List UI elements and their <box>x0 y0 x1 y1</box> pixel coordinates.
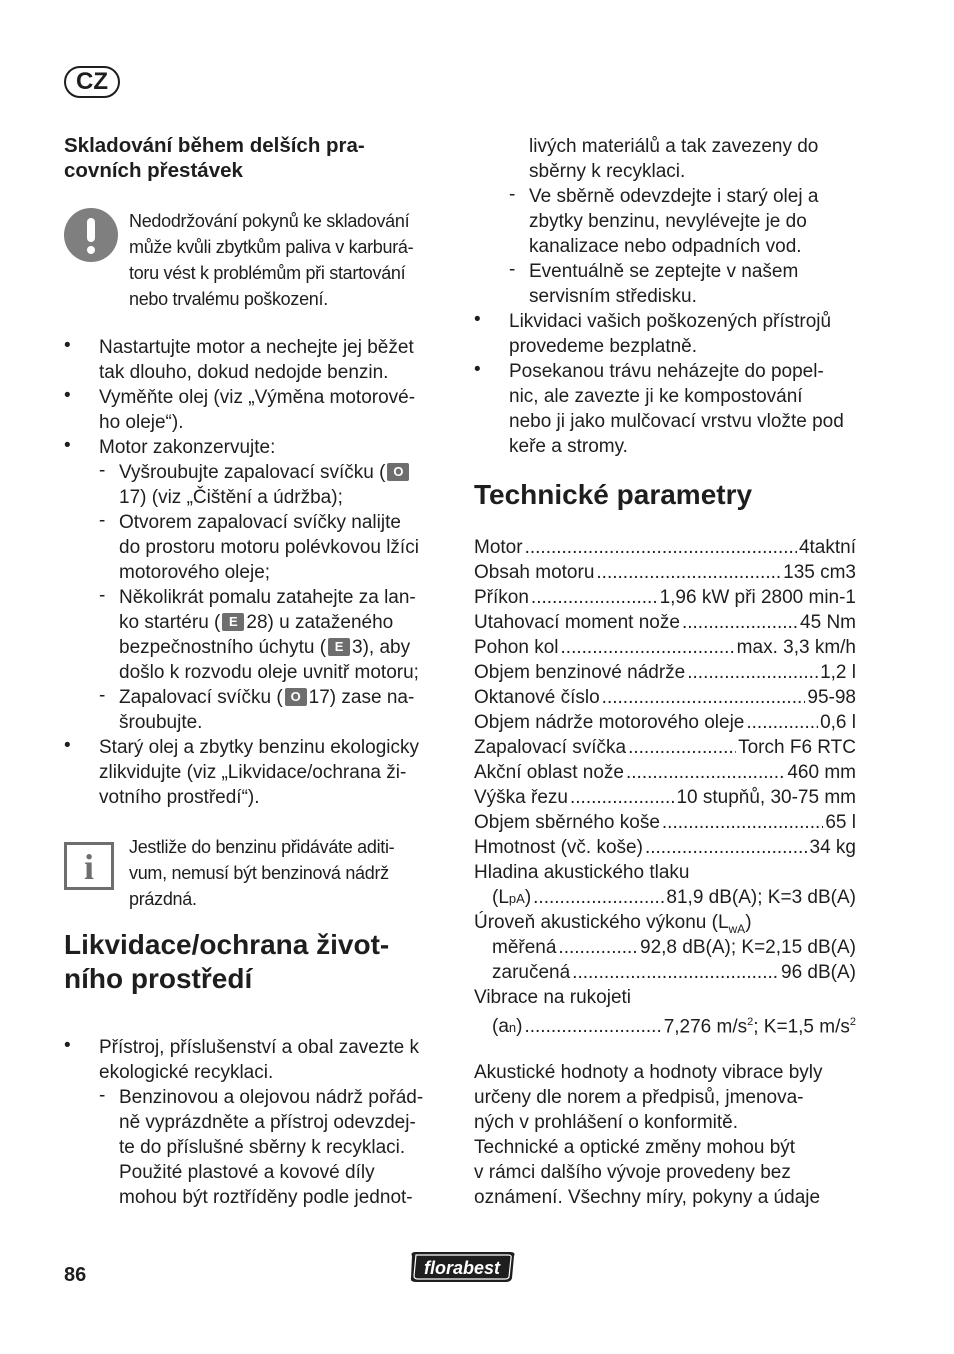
list-line <box>119 510 401 535</box>
line-text: Benzinovou a olejovou nádrž pořád- <box>119 1087 424 1108</box>
spec-row <box>474 610 856 635</box>
spec-leader-dots <box>645 835 808 860</box>
spec-row <box>474 635 856 660</box>
warning-line: nebo trvalému poškození. <box>129 289 328 309</box>
spec-value: 1,2 l <box>820 662 856 683</box>
spec-value: 10 stupňů, 30-75 mm <box>676 787 856 808</box>
spec-value: 45 Nm <box>800 612 856 633</box>
list-line <box>119 1135 405 1160</box>
spec-row <box>474 810 856 835</box>
line-text: 17) (viz „Čištění a údržba); <box>119 487 343 508</box>
spec-value: 1,96 kW při 2800 min-1 <box>659 587 856 608</box>
list-line <box>119 1085 423 1110</box>
spec-row <box>474 835 856 860</box>
line-text: Několikrát pomalu zatahejte za lan- <box>119 587 416 608</box>
vib-value: 7,276 m/s <box>663 1016 748 1038</box>
list-line <box>119 685 414 710</box>
spec-label: Hmotnost (vč. koše) <box>474 837 643 858</box>
spec-leader-dots <box>628 735 736 760</box>
bullet-dot: • <box>64 1035 71 1056</box>
spec-value: 65 l <box>825 812 856 833</box>
list-line <box>119 585 416 610</box>
spec-leader-dots <box>561 635 735 660</box>
guaranteed-label: zaručená <box>492 962 571 983</box>
bullet-dot: • <box>474 309 481 330</box>
power-close: ) <box>745 912 752 933</box>
info-line: Jestliže do benzinu přidáváte aditi- <box>129 837 395 857</box>
warning-line: může kvůli zbytkům paliva v karburá- <box>129 237 414 257</box>
spec-leader-dots <box>596 560 781 585</box>
line-text: Zapalovací svíčku ( <box>119 687 283 708</box>
line-text: ekologické recyklaci. <box>99 1062 274 1083</box>
list-line <box>99 360 388 385</box>
list-line <box>119 460 411 485</box>
spec-row <box>474 560 856 585</box>
footer-line: v rámci dalšího vývoje provedeny bez <box>474 1162 791 1183</box>
language-badge: CZ <box>64 66 120 98</box>
vib-close: ) <box>516 1016 523 1038</box>
noise-subscript: pA <box>508 891 525 906</box>
spec-row <box>474 735 856 760</box>
line-text: Motor zakonzervujte: <box>99 437 276 458</box>
figure-ref-icon: O <box>387 463 409 481</box>
bullet-dot: • <box>474 359 481 380</box>
noise-symbol: (L <box>492 887 509 908</box>
bullet-dot: • <box>64 735 71 756</box>
list-line: nic, ale zavezte ji ke kompostování <box>509 386 803 407</box>
info-line: vum, nemusí být benzinová nádrž <box>129 863 389 883</box>
list-line <box>119 485 343 510</box>
list-line <box>119 610 393 635</box>
list-line <box>99 1060 273 1085</box>
line-text: došlo k rozvodu oleje uvnitř motoru; <box>119 662 419 683</box>
spec-label: Objem sběrného koše <box>474 812 660 833</box>
list-line: zbytky benzinu, nevylévejte je do <box>529 211 807 232</box>
measured-label: měřená <box>492 937 557 958</box>
list-line: Likvidaci vašich poškozených přístrojů <box>509 311 832 332</box>
list-line <box>119 1110 416 1135</box>
list-line <box>99 760 406 785</box>
spec-row <box>474 660 856 685</box>
spec-value: max. 3,3 km/h <box>736 637 856 658</box>
spec-leader-dots <box>626 760 785 785</box>
line-text: Vyšroubujte zapalovací svíčku ( <box>119 462 386 483</box>
list-line <box>99 1035 419 1060</box>
disposal-heading-line: Likvidace/ochrana život- <box>64 929 390 960</box>
list-line: nebo ji jako mulčovací vrstvu vložte pod <box>509 411 844 432</box>
power-label-text: Úroveň akustického výkonu (L <box>474 912 729 933</box>
disposal-heading-line: ního prostředí <box>64 963 253 994</box>
line-text: Vyměňte olej (viz „Výměna motorové- <box>99 387 416 408</box>
list-line <box>119 535 419 560</box>
storage-heading-line: Skladování během delších pra- <box>64 134 365 157</box>
spec-leader-dots <box>570 785 674 810</box>
info-line: prázdná. <box>129 889 197 909</box>
spec-leader-dots <box>662 810 823 835</box>
spec-row <box>474 760 856 785</box>
brand-text: florabest <box>423 1258 501 1278</box>
spec-leader-dots <box>682 610 798 635</box>
line-text: Otvorem zapalovací svíčky nalijte <box>119 512 401 533</box>
vib-symbol: (a <box>492 1016 509 1038</box>
line-text: Přístroj, příslušenství a obal zavezte k <box>99 1037 419 1058</box>
line-text: Starý olej a zbytky benzinu ekologicky <box>99 737 419 758</box>
spec-label: Motor <box>474 537 523 558</box>
footer-line: ných v prohlášení o konformitě. <box>474 1112 739 1133</box>
spec-row <box>474 710 856 735</box>
warning-line: toru vést k problémům při startování <box>129 263 406 283</box>
spec-label: Utahovací moment nože <box>474 612 680 633</box>
line-text: do prostoru motoru polévkovou lžíci <box>119 537 419 558</box>
figure-ref-icon: E <box>222 613 244 631</box>
bullet-dash: - <box>99 510 106 531</box>
list-line: Posekanou trávu neházejte do popel- <box>509 361 824 382</box>
list-line <box>119 560 270 585</box>
measured-value: 92,8 dB(A); K=2,15 dB(A) <box>640 937 856 958</box>
florabest-logo-graphic <box>406 1248 518 1286</box>
spec-label: Akční oblast nože <box>474 762 624 783</box>
guaranteed-row <box>492 960 856 985</box>
spec-label: Výška řezu <box>474 787 568 808</box>
line-text: votního prostředí“). <box>99 787 260 808</box>
line-text: 17) zase na- <box>308 687 415 708</box>
bullet-dot: • <box>64 335 71 356</box>
info-icon: i <box>64 842 114 890</box>
line-text: Použité plastové a kovové díly <box>119 1162 375 1183</box>
spec-row <box>474 585 856 610</box>
vibration-row <box>492 1010 856 1040</box>
noise-label: Hladina akustického tlaku <box>474 862 690 883</box>
line-text: šroubujte. <box>119 712 203 733</box>
noise-close: ) <box>524 887 532 908</box>
bullet-dash: - <box>99 460 106 481</box>
vib-sup: 2 <box>747 1016 754 1028</box>
noise-value: 81,9 dB(A); K=3 dB(A) <box>666 887 856 908</box>
spec-label: Objem benzinové nádrže <box>474 662 686 683</box>
footer-line: určeny dle norem a předpisů, jmenova- <box>474 1087 804 1108</box>
spec-value: 135 cm3 <box>783 562 856 583</box>
list-line <box>119 660 419 685</box>
measured-row <box>492 935 856 960</box>
spec-label: Obsah motoru <box>474 562 595 583</box>
vib-k: ; K=1,5 m/s <box>753 1016 850 1038</box>
list-line: keře a stromy. <box>509 436 628 457</box>
spec-row <box>474 535 856 560</box>
spec-leader-dots <box>602 685 806 710</box>
line-text: ho oleje“). <box>99 412 184 433</box>
warning-icon <box>64 208 118 262</box>
figure-ref-icon: E <box>328 638 350 656</box>
list-line: kanalizace nebo odpadních vod. <box>529 236 802 257</box>
footer-line: Technické a optické změny mohou být <box>474 1137 796 1158</box>
line-text: 28) u zataženého <box>246 612 394 633</box>
footer-note <box>474 1060 823 1210</box>
bullet-dash: - <box>99 585 106 606</box>
list-line: Ve sběrně odevzdejte i starý olej a <box>529 186 819 207</box>
spec-leader-dots <box>746 710 818 735</box>
line-text: mohou být roztříděny podle jednot- <box>119 1187 413 1208</box>
spec-value: 460 mm <box>787 762 856 783</box>
spec-label: Oktanové číslo <box>474 687 600 708</box>
footer-line: oznámení. Všechny míry, pokyny a údaje <box>474 1187 821 1208</box>
line-text: bezpečnostního úchytu ( <box>119 637 327 658</box>
list-line <box>99 735 419 760</box>
bullet-dot: • <box>64 435 71 456</box>
spec-value: 34 kg <box>809 837 856 858</box>
line-text: te do příslušné sběrny k recyklaci. <box>119 1137 406 1158</box>
list-line <box>119 635 410 660</box>
list-line <box>99 410 184 435</box>
spec-value: Torch F6 RTC <box>738 737 856 758</box>
noise-value-row <box>492 885 856 911</box>
spec-value: 95-98 <box>807 687 856 708</box>
guaranteed-value: 96 dB(A) <box>781 962 856 983</box>
spec-label: Pohon kol <box>474 637 559 658</box>
info-note <box>129 834 394 912</box>
footer-line: Akustické hodnoty a hodnoty vibrace byly <box>474 1062 823 1083</box>
vibration-label: Vibrace na rukojeti <box>474 987 632 1008</box>
warning-note <box>129 208 413 312</box>
list-line: Eventuálně se zeptejte v našem <box>529 261 799 282</box>
list-line <box>119 1185 413 1210</box>
line-text: tak dlouho, dokud nedojde benzin. <box>99 362 389 383</box>
spec-row <box>474 685 856 710</box>
list-line: sběrny k recyklaci. <box>529 161 686 182</box>
spec-value: 0,6 l <box>820 712 856 733</box>
bullet-dash: - <box>509 259 516 280</box>
list-line <box>99 435 275 460</box>
storage-heading-line: covních přestávek <box>64 159 243 182</box>
florabest-logo <box>406 1248 518 1286</box>
bullet-dash: - <box>99 685 106 706</box>
line-text: 3), aby <box>352 637 411 658</box>
list-line: provedeme bezplatně. <box>509 336 698 357</box>
bullet-dot: • <box>64 385 71 406</box>
bullet-dash: - <box>99 1085 106 1106</box>
line-text: zlikvidujte (viz „Likvidace/ochrana ži- <box>99 762 407 783</box>
list-line <box>99 785 260 810</box>
list-line <box>99 385 415 410</box>
spec-value: 4taktní <box>798 537 856 558</box>
list-line: livých materiálů a tak zavezeny do <box>529 136 819 157</box>
vib-sup2: 2 <box>849 1016 856 1028</box>
spec-label: Zapalovací svíčka <box>474 737 627 758</box>
spec-row <box>474 785 856 810</box>
figure-ref-icon: O <box>285 688 307 706</box>
tech-params-heading: Technické parametry <box>474 479 753 510</box>
list-line <box>119 1160 375 1185</box>
line-text: ko startéru ( <box>119 612 221 633</box>
line-text: ně vyprázdněte a přístroj odevzdej- <box>119 1112 416 1133</box>
warning-line: Nedodržování pokynů ke skladování <box>129 211 410 231</box>
spec-leader-dots <box>687 660 818 685</box>
spec-label: Příkon <box>474 587 529 608</box>
vib-subscript: n <box>508 1020 517 1036</box>
list-line <box>99 335 414 360</box>
spec-label: Objem nádrže motorového oleje <box>474 712 745 733</box>
page-number: 86 <box>64 1264 87 1286</box>
bullet-dash: - <box>509 184 516 205</box>
storage-heading <box>64 133 365 183</box>
list-line: servisním středisku. <box>529 286 697 307</box>
line-text: motorového oleje; <box>119 562 271 583</box>
list-line <box>119 710 202 735</box>
spec-leader-dots <box>531 585 658 610</box>
spec-leader-dots <box>525 535 797 560</box>
disposal-heading <box>64 928 389 996</box>
power-subscript: wA <box>728 921 746 936</box>
line-text: Nastartujte motor a nechejte jej běžet <box>99 337 414 358</box>
